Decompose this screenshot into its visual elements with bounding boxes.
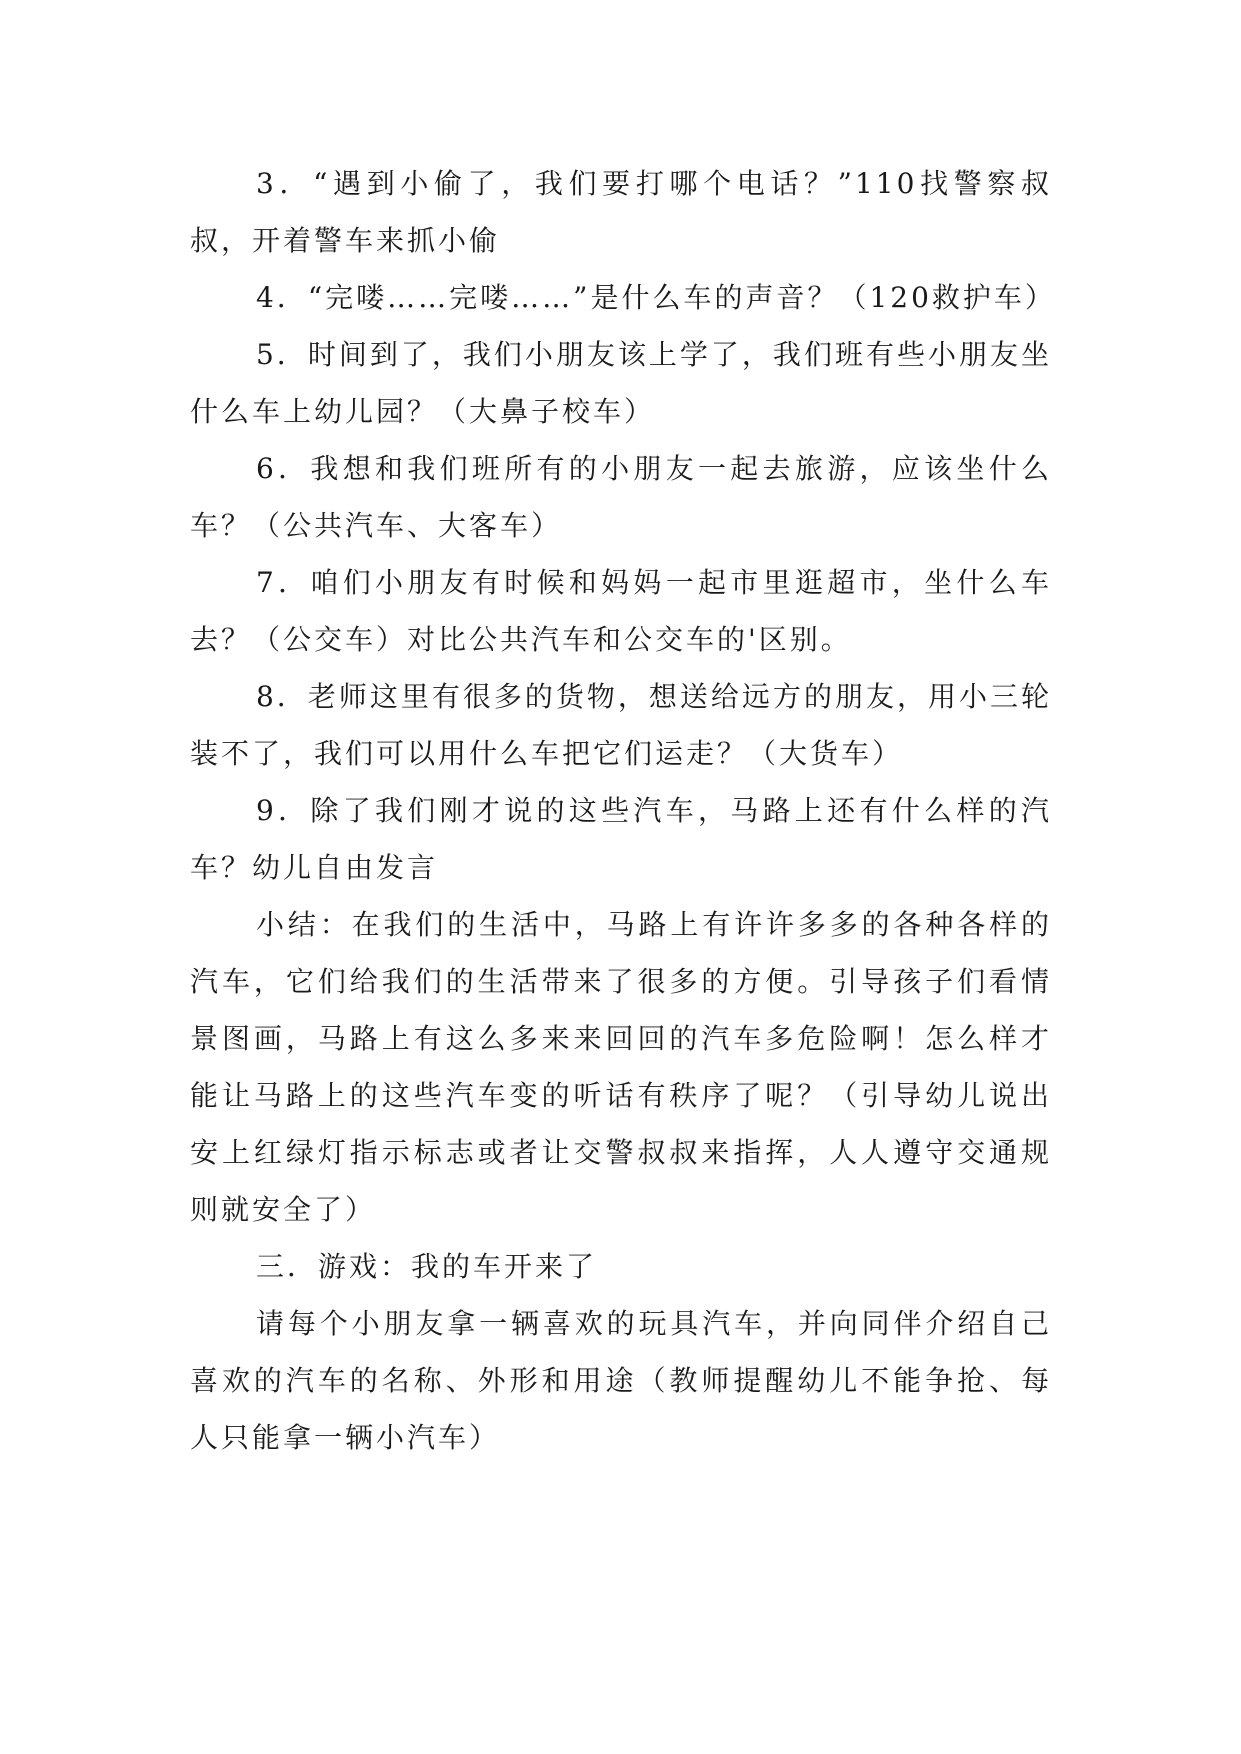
question-4-paragraph: 4．“完喽……完喽……”是什么车的声音？（120救护车）: [256, 281, 1056, 314]
question-3-paragraph: 3．“遇到小偷了，我们要打哪个电话？”110找警察叔叔，开着警车来抓小偷: [190, 167, 1052, 257]
section-heading-game: 三．游戏：我的车开来了: [256, 1250, 598, 1283]
game-instructions-paragraph: 请每个小朋友拿一辆喜欢的玩具汽车，并向同伴介绍自己喜欢的汽车的名称、外形和用途（教师提醒幼儿不能争抢、每人只能拿一辆小汽车）: [190, 1307, 1052, 1454]
question-7-paragraph: 7．咱们小朋友有时候和妈妈一起市里逛超市，坐什么车去？（公交车）对比公共汽车和公交车的'区别。: [190, 566, 1052, 656]
document-page: [190, 155, 1056, 1466]
question-8-paragraph: 8．老师这里有很多的货物，想送给远方的朋友，用小三轮装不了，我们可以用什么车把它们运走？（大货车）: [190, 680, 1052, 770]
question-6-paragraph: 6．我想和我们班所有的小朋友一起去旅游，应该坐什么车？（公共汽车、大客车）: [190, 452, 1052, 542]
summary-paragraph: 小结：在我们的生活中，马路上有许许多多的各种各样的汽车，它们给我们的生活带来了很多的方便。引导孩子们看情景图画，马路上有这么多来来回回的汽车多危险啊！怎么样才能让马路上的这些汽车变的听话有秩序了呢？（引导幼儿说出安上红绿灯指示标志或者让交警叔叔来指挥，人人遵守交通规则就安全了）: [190, 908, 1052, 1226]
question-9-paragraph: 9．除了我们刚才说的这些汽车，马路上还有什么样的汽车？幼儿自由发言: [190, 794, 1052, 884]
question-5-paragraph: 5．时间到了，我们小朋友该上学了，我们班有些小朋友坐什么车上幼儿园？（大鼻子校车）: [190, 338, 1052, 428]
